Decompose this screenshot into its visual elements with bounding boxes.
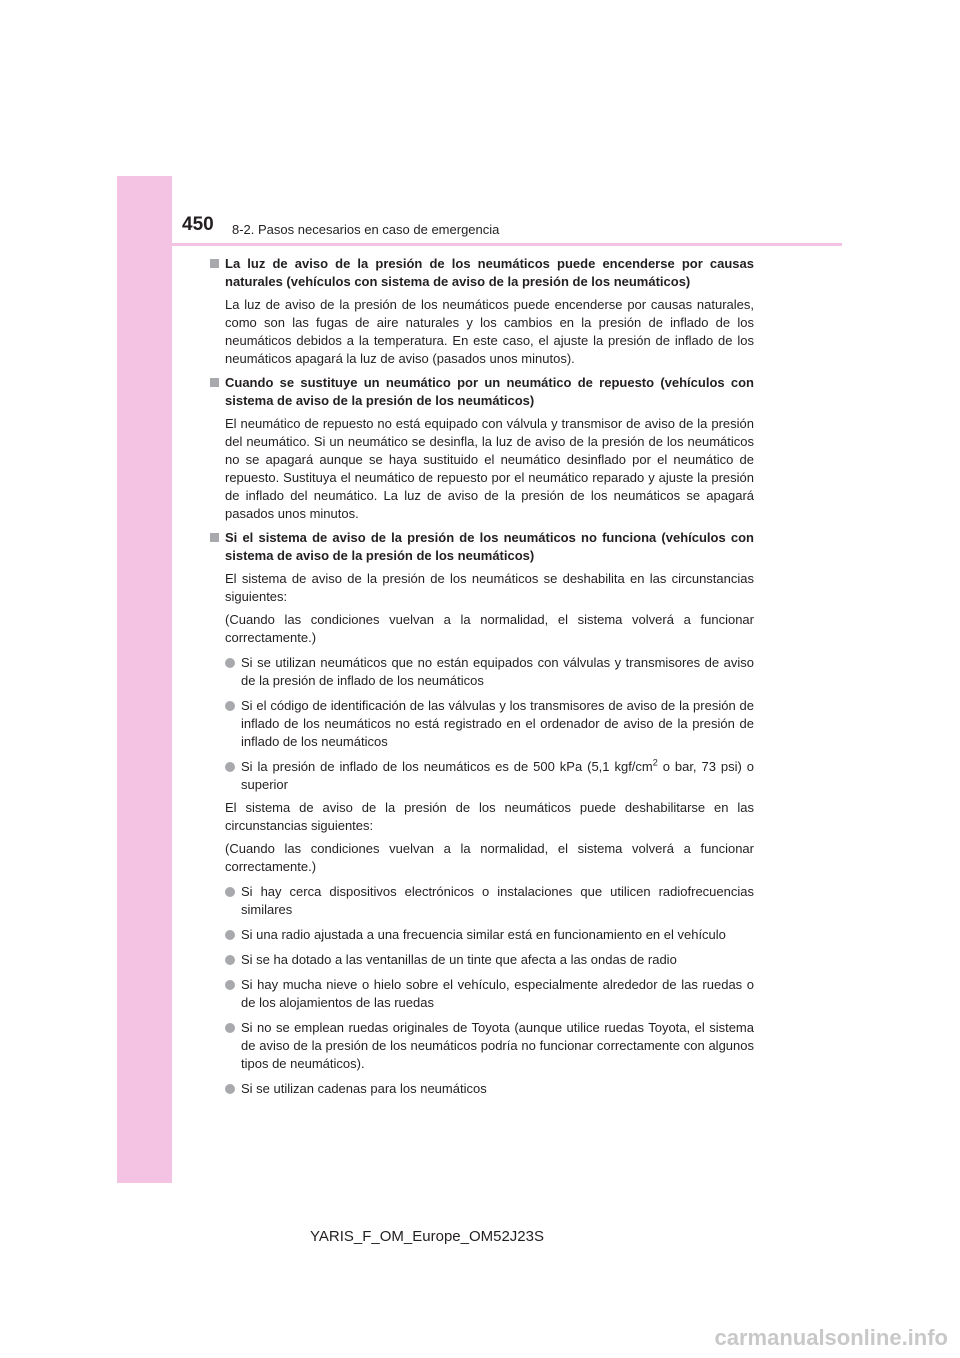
list-item: [206, 1080, 754, 1098]
round-bullet-icon: [225, 658, 235, 668]
square-bullet-icon: [210, 259, 219, 268]
round-bullet-icon: [225, 955, 235, 965]
section-heading-text: Si el sistema de aviso de la presión de los neumáticos no funciona (vehículos con sistema de aviso de la presión de los neumáticos): [225, 530, 754, 563]
list-item: [206, 883, 754, 919]
section-title: 8-2. Pasos necesarios en caso de emergencia: [232, 222, 500, 237]
section-heading-text: Cuando se sustituye un neumático por un neumático de repuesto (vehículos con sistema de aviso de la presión de los neumáticos): [225, 375, 754, 408]
document-footer-code: YARIS_F_OM_Europe_OM52J23S: [310, 1228, 545, 1245]
list-item: [206, 697, 754, 751]
section-heading: [206, 529, 754, 565]
header-divider: [172, 243, 842, 246]
paragraph: La luz de aviso de la presión de los neumáticos puede encenderse por causas naturales, como son las fugas de aire naturales y los cambios en la presión de inflado de los neumáticos debidos a la temperatura. En este caso, el ajuste la presión de inflado de los neumáticos apagará la luz de aviso (pasados unos minutos).: [225, 297, 754, 366]
superscript-two: 2: [652, 757, 658, 768]
list-item-text: Si se ha dotado a las ventanillas de un tinte que afecta a las ondas de radio: [241, 952, 677, 967]
round-bullet-icon: [225, 1023, 235, 1033]
list-item-text: Si una radio ajustada a una frecuencia similar está en funcionamiento en el vehículo: [241, 927, 726, 942]
paragraph: El sistema de aviso de la presión de los neumáticos puede deshabilitarse en las circunstancias siguientes:: [225, 800, 754, 833]
list-item-text-after: o bar, 73 psi) o superior: [241, 759, 754, 792]
paragraph: El neumático de repuesto no está equipado con válvula y transmisor de aviso de la presión del neumático. Si un neumático se desinfla, la luz de aviso de la presión de los neumáticos no se apagará aunque se haya sustituido el neumático desinflado por el neumático de repuesto. Sustituya el neumático de repuesto por el neumático reparado y ajuste la presión de inflado del neumático. La luz de aviso de la presión de los neumáticos se apagará pasados unos minutos.: [225, 416, 754, 521]
side-tab: [117, 176, 172, 1183]
list-item-text: Si se utilizan neumáticos que no están equipados con válvulas y transmisores de aviso de la presión de inflado de los neumáticos: [241, 655, 754, 688]
list-item-text: Si el código de identificación de las válvulas y los transmisores de aviso de la presión de inflado de los neumáticos no está registrado en el ordenador de aviso de la presión de inflado de los neumáticos: [241, 698, 754, 749]
section-heading: [206, 255, 754, 291]
list-item-text: Si hay mucha nieve o hielo sobre el vehículo, especialmente alrededor de las ruedas o de los alojamientos de las ruedas: [241, 977, 754, 1010]
list-item-text: Si no se emplean ruedas originales de Toyota (aunque utilice ruedas Toyota, el sistema de aviso de la presión de los neumáticos podría no funcionar correctamente con algunos tipos de neumáticos).: [241, 1020, 754, 1071]
round-bullet-icon: [225, 762, 235, 772]
page-content: [206, 255, 754, 1098]
paragraph: El sistema de aviso de la presión de los neumáticos se deshabilita en las circunstancias siguientes:: [225, 571, 754, 604]
page-number: 450: [182, 214, 214, 235]
list-item-text: Si hay cerca dispositivos electrónicos o instalaciones que utilicen radiofrecuencias similares: [241, 884, 754, 917]
list-item: [206, 758, 754, 794]
list-item: [206, 654, 754, 690]
list-item: [206, 1019, 754, 1073]
paragraph: (Cuando las condiciones vuelvan a la normalidad, el sistema volverá a funcionar correctamente.): [225, 612, 754, 645]
list-item-text-before: Si la presión de inflado de los neumáticos es de 500 kPa (5,1 kgf/cm: [241, 759, 653, 774]
round-bullet-icon: [225, 887, 235, 897]
round-bullet-icon: [225, 1084, 235, 1094]
list-item: [206, 926, 754, 944]
list-item: [206, 951, 754, 969]
list-item: [206, 976, 754, 1012]
watermark: carmanualsonline.info: [714, 1325, 948, 1350]
square-bullet-icon: [210, 533, 219, 542]
section-heading-text: La luz de aviso de la presión de los neumáticos puede encenderse por causas naturales (vehículos con sistema de aviso de la presión de los neumáticos): [225, 256, 754, 289]
list-item-text: Si se utilizan cadenas para los neumáticos: [241, 1081, 487, 1096]
paragraph: (Cuando las condiciones vuelvan a la normalidad, el sistema volverá a funcionar correctamente.): [225, 841, 754, 874]
square-bullet-icon: [210, 378, 219, 387]
round-bullet-icon: [225, 701, 235, 711]
section-heading: [206, 374, 754, 410]
round-bullet-icon: [225, 930, 235, 940]
round-bullet-icon: [225, 980, 235, 990]
